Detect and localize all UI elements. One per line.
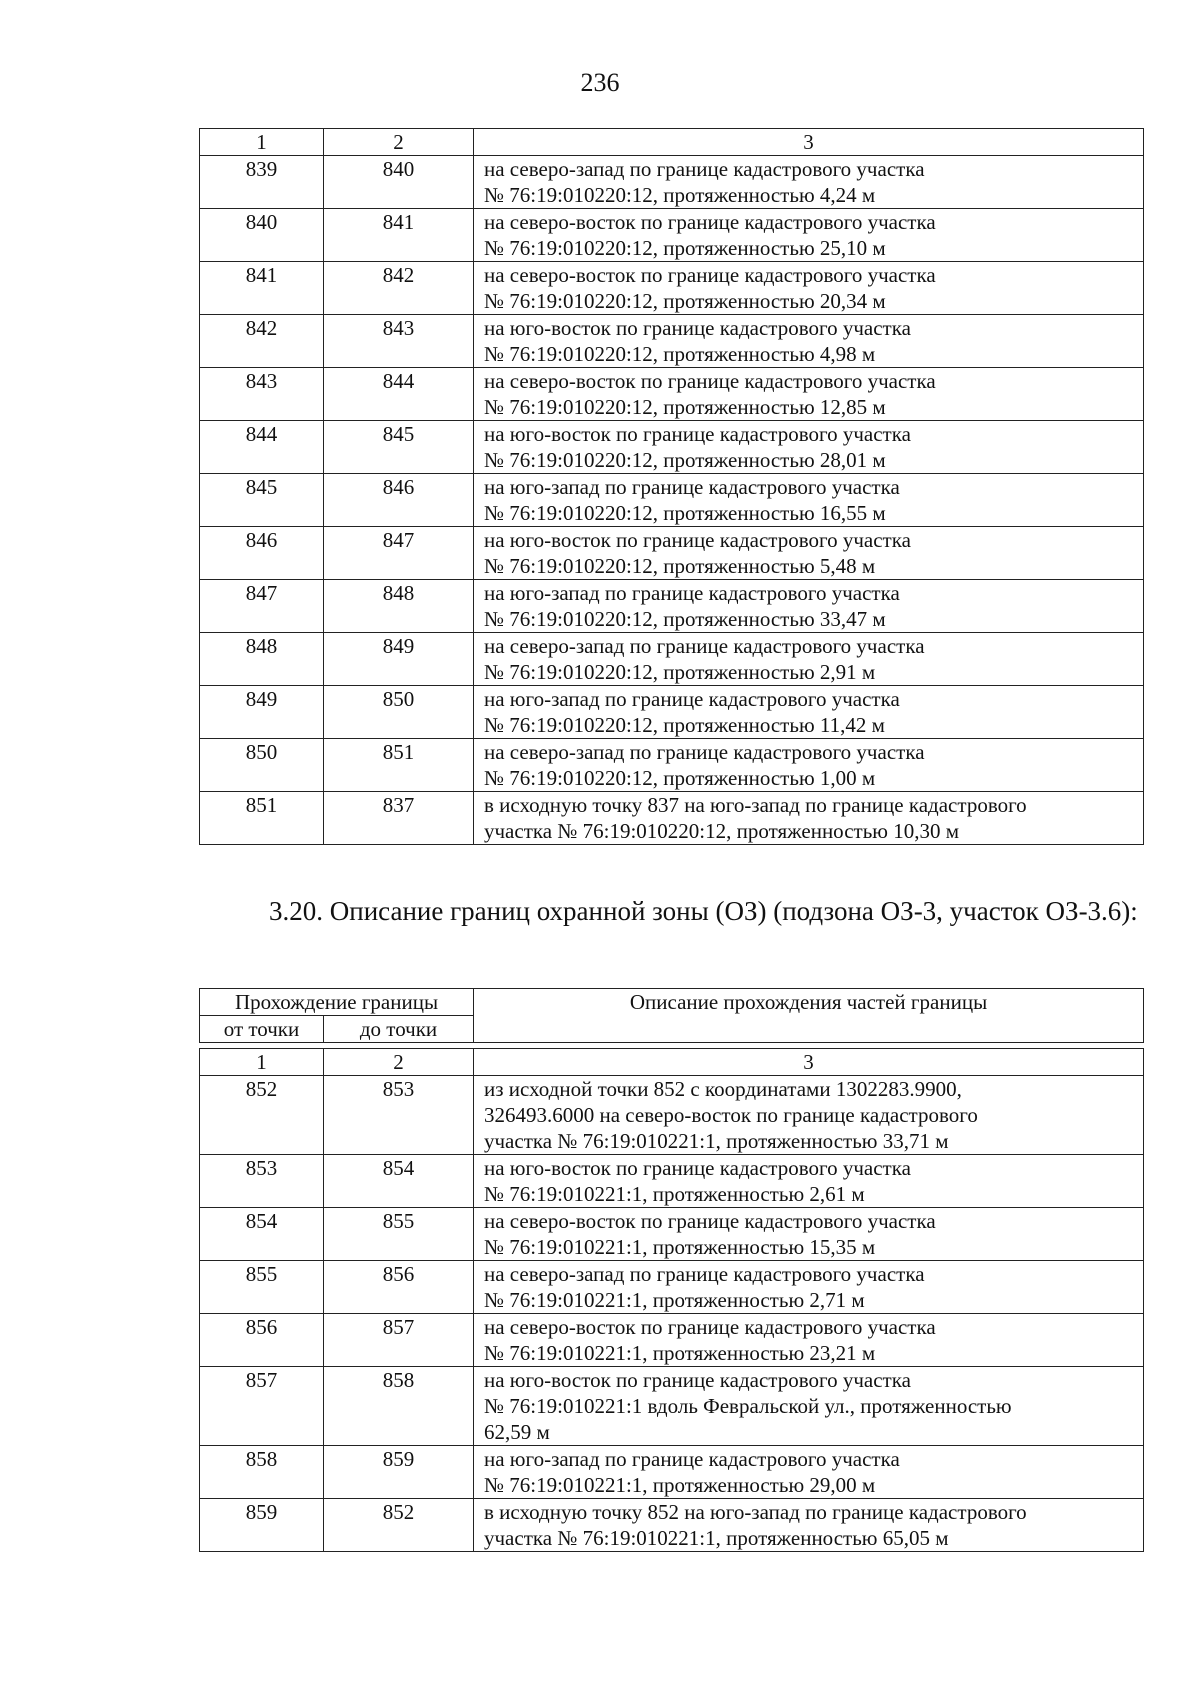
description-line: № 76:19:010220:12, протяженностью 4,98 м — [484, 342, 876, 366]
description-line: № 76:19:010220:12, протяженностью 28,01 м — [484, 448, 886, 472]
description-line: в исходную точку 852 на юго-запад по границе кадастрового — [484, 1500, 1027, 1524]
to-point-cell: 858 — [324, 1367, 474, 1446]
description-line: на северо-восток по границе кадастрового участка — [484, 210, 936, 234]
description-line: 62,59 м — [484, 1420, 550, 1444]
description-line: участка № 76:19:010220:12, протяженностью 10,30 м — [484, 819, 960, 843]
table-row — [200, 1446, 1144, 1499]
to-point-cell: 848 — [324, 580, 474, 633]
description-line: на северо-восток по границе кадастрового участка — [484, 1315, 936, 1339]
column-number-1: 1 — [200, 1049, 324, 1076]
from-point-cell: 852 — [200, 1076, 324, 1155]
from-point-cell: 842 — [200, 315, 324, 368]
description-cell — [474, 792, 1144, 845]
description-line: на северо-запад по границе кадастрового участка — [484, 634, 925, 658]
to-point-cell: 859 — [324, 1446, 474, 1499]
table-row — [200, 368, 1144, 421]
from-point-cell: 841 — [200, 262, 324, 315]
description-cell — [474, 474, 1144, 527]
column-number-3: 3 — [474, 129, 1144, 156]
table-row — [200, 1499, 1144, 1552]
table-row — [200, 474, 1144, 527]
to-point-cell: 856 — [324, 1261, 474, 1314]
description-line: № 76:19:010221:1, протяженностью 23,21 м — [484, 1341, 876, 1365]
description-line: № 76:19:010221:1, протяженностью 2,61 м — [484, 1182, 865, 1206]
description-cell — [474, 209, 1144, 262]
description-line: на юго-восток по границе кадастрового участка — [484, 1368, 911, 1392]
to-point-cell: 850 — [324, 686, 474, 739]
page-number: 236 — [580, 68, 620, 97]
description-line: на юго-запад по границе кадастрового участка — [484, 1447, 900, 1471]
table-row — [200, 580, 1144, 633]
description-line: № 76:19:010221:1, протяженностью 15,35 м — [484, 1235, 876, 1259]
boundary-table-2 — [199, 1048, 1144, 1552]
description-cell — [474, 1367, 1144, 1446]
description-line: № 76:19:010220:12, протяженностью 16,55 м — [484, 501, 886, 525]
table-row — [200, 633, 1144, 686]
description-cell — [474, 368, 1144, 421]
description-cell — [474, 1261, 1144, 1314]
from-point-cell: 856 — [200, 1314, 324, 1367]
from-point-cell: 844 — [200, 421, 324, 474]
description-line: на юго-запад по границе кадастрового участка — [484, 475, 900, 499]
table-row — [200, 1367, 1144, 1446]
description-line: № 76:19:010220:12, протяженностью 11,42 м — [484, 713, 885, 737]
to-point-cell: 851 — [324, 739, 474, 792]
header-boundary-passage: Прохождение границы — [200, 989, 474, 1016]
description-line: № 76:19:010220:12, протяженностью 5,48 м — [484, 554, 876, 578]
description-line: № 76:19:010221:1, протяженностью 2,71 м — [484, 1288, 865, 1312]
description-cell — [474, 580, 1144, 633]
table-row — [200, 1261, 1144, 1314]
description-cell — [474, 1446, 1144, 1499]
description-line: на северо-восток по границе кадастрового участка — [484, 263, 936, 287]
header-row-group — [200, 989, 1144, 1016]
description-line: № 76:19:010220:12, протяженностью 1,00 м — [484, 766, 876, 790]
description-line: 326493.6000 на северо-восток по границе кадастрового — [484, 1103, 978, 1127]
table-row — [200, 1076, 1144, 1155]
table-row — [200, 262, 1144, 315]
to-point-cell: 853 — [324, 1076, 474, 1155]
table-row — [200, 792, 1144, 845]
description-cell — [474, 686, 1144, 739]
description-line: на юго-восток по границе кадастрового участка — [484, 316, 911, 340]
header-to-point: до точки — [324, 1016, 474, 1043]
table-row — [200, 1208, 1144, 1261]
column-number-2: 2 — [324, 1049, 474, 1076]
from-point-cell: 853 — [200, 1155, 324, 1208]
from-point-cell: 847 — [200, 580, 324, 633]
from-point-cell: 851 — [200, 792, 324, 845]
description-line: на юго-запад по границе кадастрового участка — [484, 581, 900, 605]
table-row — [200, 156, 1144, 209]
description-line: из исходной точки 852 с координатами 1302283.9900, — [484, 1077, 962, 1101]
description-line: № 76:19:010221:1, протяженностью 29,00 м — [484, 1473, 876, 1497]
description-cell — [474, 156, 1144, 209]
to-point-cell: 840 — [324, 156, 474, 209]
boundary-table-1 — [199, 128, 1144, 845]
boundary-table-1-body — [200, 129, 1144, 845]
column-number-row — [200, 1049, 1144, 1076]
section-heading: 3.20. Описание границ охранной зоны (ОЗ) (подзона ОЗ-3, участок ОЗ-3.6): — [269, 896, 1138, 926]
description-line: на северо-восток по границе кадастрового участка — [484, 369, 936, 393]
from-point-cell: 850 — [200, 739, 324, 792]
to-point-cell: 844 — [324, 368, 474, 421]
header-description: Описание прохождения частей границы — [474, 989, 1144, 1043]
description-line: на юго-восток по границе кадастрового участка — [484, 422, 911, 446]
description-line: № 76:19:010220:12, протяженностью 33,47 м — [484, 607, 886, 631]
to-point-cell: 854 — [324, 1155, 474, 1208]
description-cell — [474, 421, 1144, 474]
from-point-cell: 839 — [200, 156, 324, 209]
from-point-cell: 854 — [200, 1208, 324, 1261]
table-row — [200, 421, 1144, 474]
from-point-cell: 859 — [200, 1499, 324, 1552]
to-point-cell: 841 — [324, 209, 474, 262]
description-line: № 76:19:010220:12, протяженностью 25,10 м — [484, 236, 886, 260]
description-line: № 76:19:010220:12, протяженностью 12,85 м — [484, 395, 886, 419]
description-line: участка № 76:19:010221:1, протяженностью 33,71 м — [484, 1129, 949, 1153]
description-line: на юго-запад по границе кадастрового участка — [484, 687, 900, 711]
to-point-cell: 847 — [324, 527, 474, 580]
description-cell — [474, 739, 1144, 792]
table-row — [200, 1314, 1144, 1367]
description-line: на северо-запад по границе кадастрового участка — [484, 157, 925, 181]
description-cell — [474, 633, 1144, 686]
description-cell — [474, 1155, 1144, 1208]
description-line: участка № 76:19:010221:1, протяженностью 65,05 м — [484, 1526, 949, 1550]
to-point-cell: 843 — [324, 315, 474, 368]
header-from-point: от точки — [200, 1016, 324, 1043]
description-cell — [474, 315, 1144, 368]
to-point-cell: 845 — [324, 421, 474, 474]
description-line: на северо-запад по границе кадастрового участка — [484, 1262, 925, 1286]
from-point-cell: 840 — [200, 209, 324, 262]
to-point-cell: 849 — [324, 633, 474, 686]
description-line: в исходную точку 837 на юго-запад по границе кадастрового — [484, 793, 1027, 817]
description-cell — [474, 262, 1144, 315]
table-row — [200, 686, 1144, 739]
column-number-3: 3 — [474, 1049, 1144, 1076]
boundary-table-2-body — [200, 1049, 1144, 1552]
boundary-table-2-header — [199, 988, 1144, 1043]
description-line: на северо-восток по границе кадастрового участка — [484, 1209, 936, 1233]
from-point-cell: 848 — [200, 633, 324, 686]
to-point-cell: 837 — [324, 792, 474, 845]
to-point-cell: 857 — [324, 1314, 474, 1367]
description-cell — [474, 1314, 1144, 1367]
table-row — [200, 315, 1144, 368]
to-point-cell: 846 — [324, 474, 474, 527]
table-row — [200, 527, 1144, 580]
from-point-cell: 846 — [200, 527, 324, 580]
to-point-cell: 852 — [324, 1499, 474, 1552]
from-point-cell: 858 — [200, 1446, 324, 1499]
from-point-cell: 843 — [200, 368, 324, 421]
description-line: № 76:19:010221:1 вдоль Февральской ул., протяженностью — [484, 1394, 1012, 1418]
table-row — [200, 209, 1144, 262]
description-cell — [474, 527, 1144, 580]
description-cell — [474, 1076, 1144, 1155]
table-row — [200, 739, 1144, 792]
from-point-cell: 857 — [200, 1367, 324, 1446]
table-row — [200, 1155, 1144, 1208]
from-point-cell: 855 — [200, 1261, 324, 1314]
from-point-cell: 845 — [200, 474, 324, 527]
column-number-1: 1 — [200, 129, 324, 156]
from-point-cell: 849 — [200, 686, 324, 739]
description-line: № 76:19:010220:12, протяженностью 20,34 м — [484, 289, 886, 313]
to-point-cell: 842 — [324, 262, 474, 315]
description-line: на юго-восток по границе кадастрового участка — [484, 1156, 911, 1180]
column-number-row — [200, 129, 1144, 156]
description-cell — [474, 1499, 1144, 1552]
to-point-cell: 855 — [324, 1208, 474, 1261]
column-number-2: 2 — [324, 129, 474, 156]
description-line: на северо-запад по границе кадастрового участка — [484, 740, 925, 764]
description-cell — [474, 1208, 1144, 1261]
description-line: № 76:19:010220:12, протяженностью 2,91 м — [484, 660, 876, 684]
description-line: № 76:19:010220:12, протяженностью 4,24 м — [484, 183, 876, 207]
description-line: на юго-восток по границе кадастрового участка — [484, 528, 911, 552]
